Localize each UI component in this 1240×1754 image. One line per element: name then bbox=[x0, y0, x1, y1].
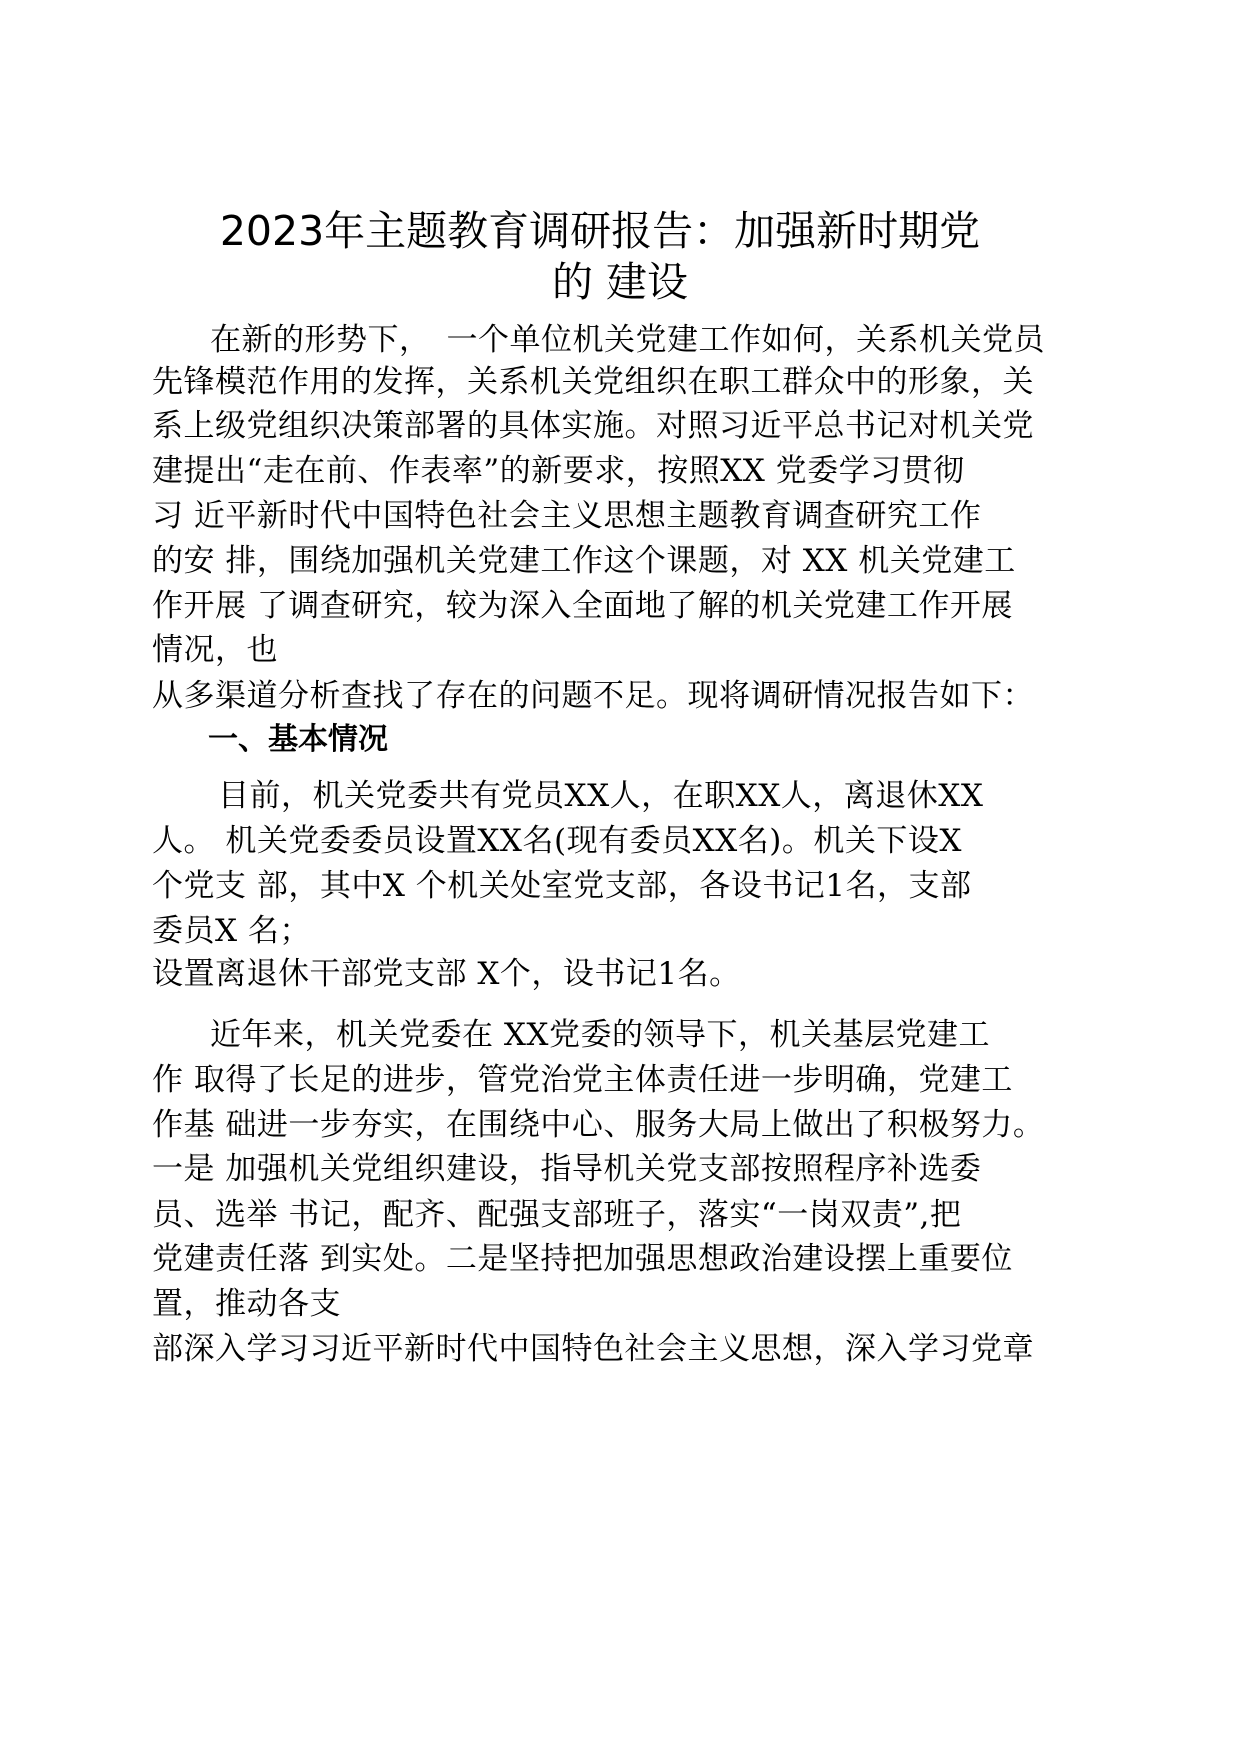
paragraph-line: 目前，机关党委共有党员XX人，在职XX人，离退休XX bbox=[218, 778, 984, 814]
paragraph-line: 的安 排，围绕加强机关党建工作这个课题，对 XX 机关党建工 bbox=[152, 543, 1016, 579]
paragraph-line: 建提出“走在前、作表率”的新要求，按照XX 党委学习贯彻 bbox=[152, 453, 965, 489]
paragraph-line: 作开展 了调查研究，较为深入全面地了解的机关党建工作开展 bbox=[152, 588, 1013, 624]
paragraph-line: 作基 础进一步夯实，在围绕中心、服务大局上做出了积极努力。 bbox=[152, 1107, 1045, 1143]
paragraph-line: 委员X 名； bbox=[152, 913, 311, 949]
paragraph-line: 系上级党组织决策部署的具体实施。对照习近平总书记对机关党 bbox=[152, 408, 1034, 444]
paragraph-line: 置，推动各支 bbox=[152, 1286, 341, 1322]
paragraph-line: 习 近平新时代中国特色社会主义思想主题教育调查研究工作 bbox=[152, 498, 982, 534]
paragraph-line: 人。 机关党委委员设置XX名(现有委员XX名)。机关下设X bbox=[152, 823, 962, 859]
section-heading: 一、基本情况 bbox=[208, 722, 388, 757]
paragraph-line: 党建责任落 到实处。二是坚持把加强思想政治建设摆上重要位 bbox=[152, 1241, 1013, 1277]
paragraph-line: 部深入学习习近平新时代中国特色社会主义思想，深入学习党章 bbox=[152, 1331, 1034, 1367]
document-title-line-2: 的 建设 bbox=[551, 258, 689, 306]
paragraph-line: 一是 加强机关党组织建设，指导机关党支部按照程序补选委 bbox=[152, 1151, 982, 1187]
paragraph-line: 员、选举 书记，配齐、配强支部班子，落实“一岗双责”,把 bbox=[152, 1197, 962, 1233]
paragraph-line: 近年来，机关党委在 XX党委的领导下，机关基层党建工 bbox=[210, 1017, 990, 1053]
paragraph-line: 作 取得了长足的进步，管党治党主体责任进一步明确，党建工 bbox=[152, 1062, 1013, 1098]
paragraph-line: 从多渠道分析查找了存在的问题不足。现将调研情况报告如下： bbox=[152, 678, 1034, 714]
paragraph-line: 个党支 部，其中X 个机关处室党支部，各设书记1名，支部 bbox=[152, 868, 972, 904]
paragraph-line: 情况，也 bbox=[152, 632, 278, 668]
paragraph-line: 设置离退休干部党支部 X个，设书记1名。 bbox=[152, 956, 741, 992]
paragraph-line: 先锋模范作用的发挥，关系机关党组织在职工群众中的形象，关 bbox=[152, 364, 1034, 400]
document-title-line-1: 2023年主题教育调研报告：加强新时期党 bbox=[219, 207, 981, 255]
paragraph-line: 在新的形势下， 一个单位机关党建工作如何，关系机关党员 bbox=[210, 322, 1045, 358]
